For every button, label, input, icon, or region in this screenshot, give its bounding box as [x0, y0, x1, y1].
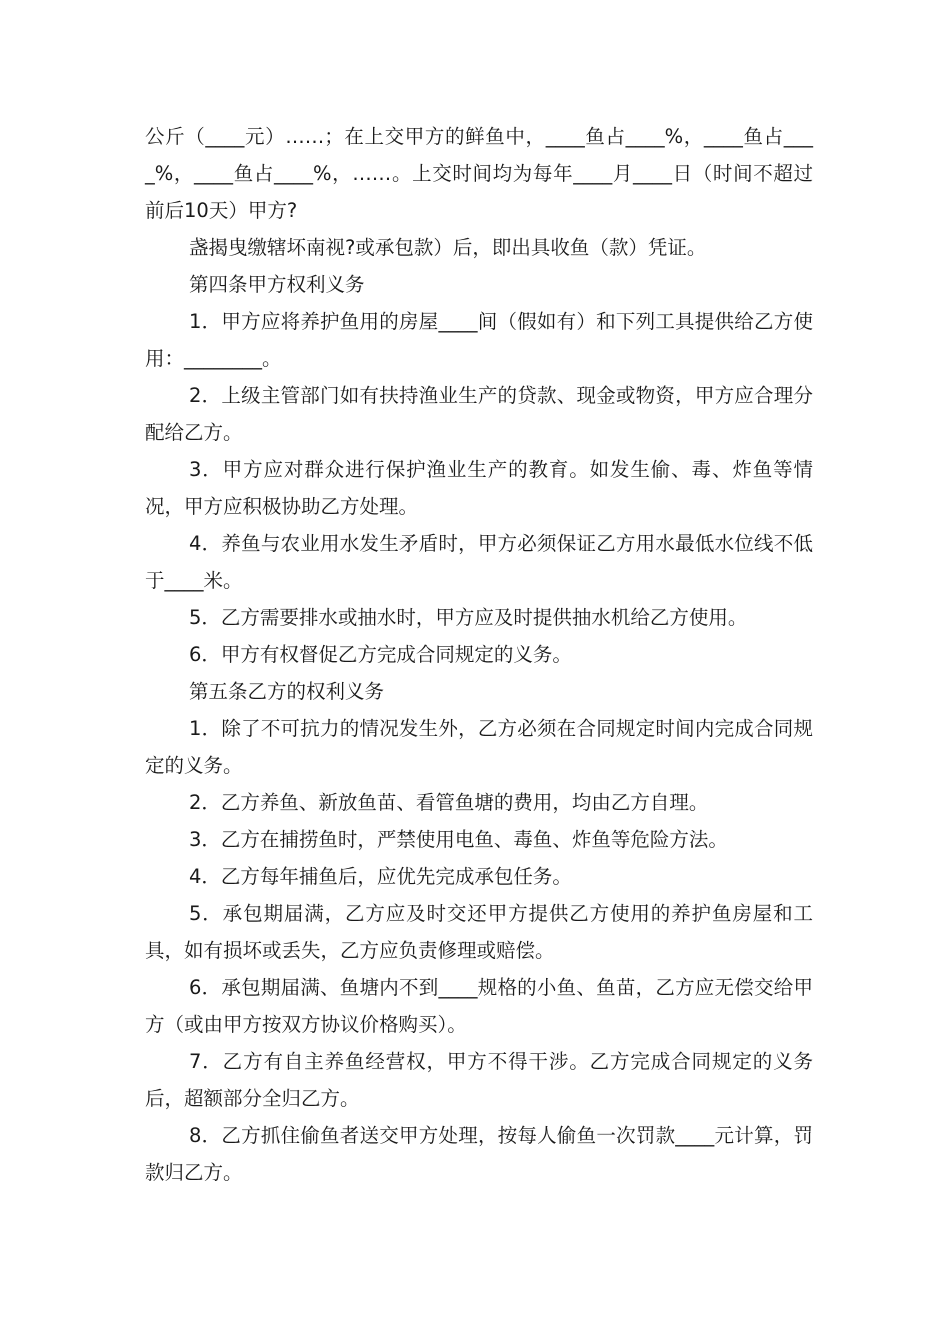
section-heading-article-4: 第四条甲方权利义务 [189, 273, 365, 296]
paragraph-party-b-item-8: 8．乙方抓住偷鱼者送交甲方处理，按每人偷鱼一次罚款____元计算，罚款归乙方。 [145, 1124, 813, 1184]
paragraph-party-b-item-3: 3．乙方在捕捞鱼时，严禁使用电鱼、毒鱼、炸鱼等危险方法。 [189, 828, 728, 851]
paragraph-receipt-voucher: 盏揭曳缴辖坏南视?或承包款）后，即出具收鱼（款）凭证。 [189, 236, 707, 259]
paragraph-party-b-item-2: 2．乙方养鱼、新放鱼苗、看管鱼塘的费用，均由乙方自理。 [189, 791, 709, 814]
paragraph-party-b-item-4: 4．乙方每年捕鱼后，应优先完成承包任务。 [189, 865, 572, 888]
paragraph-party-a-item-3: 3．甲方应对群众进行保护渔业生产的教育。如发生偷、毒、炸鱼等情况，甲方应积极协助乙方处理。 [145, 458, 813, 518]
paragraph-party-a-item-5: 5．乙方需要排水或抽水时，甲方应及时提供抽水机给乙方使用。 [189, 606, 748, 629]
paragraph-party-a-item-2: 2．上级主管部门如有扶持渔业生产的贷款、现金或物资，甲方应合理分配给乙方。 [145, 384, 813, 444]
paragraph-party-b-item-7: 7．乙方有自主养鱼经营权，甲方不得干涉。乙方完成合同规定的义务后，超额部分全归乙方。 [145, 1050, 813, 1110]
paragraph-party-b-item-5: 5．承包期届满，乙方应及时交还甲方提供乙方使用的养护鱼房屋和工具，如有损坏或丢失，乙方应负责修理或赔偿。 [145, 902, 813, 962]
section-heading-article-5: 第五条乙方的权利义务 [189, 680, 385, 703]
document-body [145, 118, 813, 1191]
paragraph-party-b-item-1: 1．除了不可抗力的情况发生外，乙方必须在合同规定时间内完成合同规定的义务。 [145, 717, 813, 777]
paragraph-party-a-item-6: 6．甲方有权督促乙方完成合同规定的义务。 [189, 643, 572, 666]
paragraph-delivery-terms: 公斤（____元）……；在上交甲方的鲜鱼中，____鱼占____%，____鱼占____%，____鱼占____%，……。上交时间均为每年____月____日（时间不超过前后10天）甲方? [145, 125, 813, 222]
paragraph-party-a-item-1: 1．甲方应将养护鱼用的房屋____间（假如有）和下列工具提供给乙方使用：________。 [145, 310, 813, 370]
paragraph-party-a-item-4: 4．养鱼与农业用水发生矛盾时，甲方必须保证乙方用水最低水位线不低于____米。 [145, 532, 813, 592]
paragraph-party-b-item-6: 6．承包期届满、鱼塘内不到____规格的小鱼、鱼苗，乙方应无偿交给甲方（或由甲方按双方协议价格购买）。 [145, 976, 813, 1036]
